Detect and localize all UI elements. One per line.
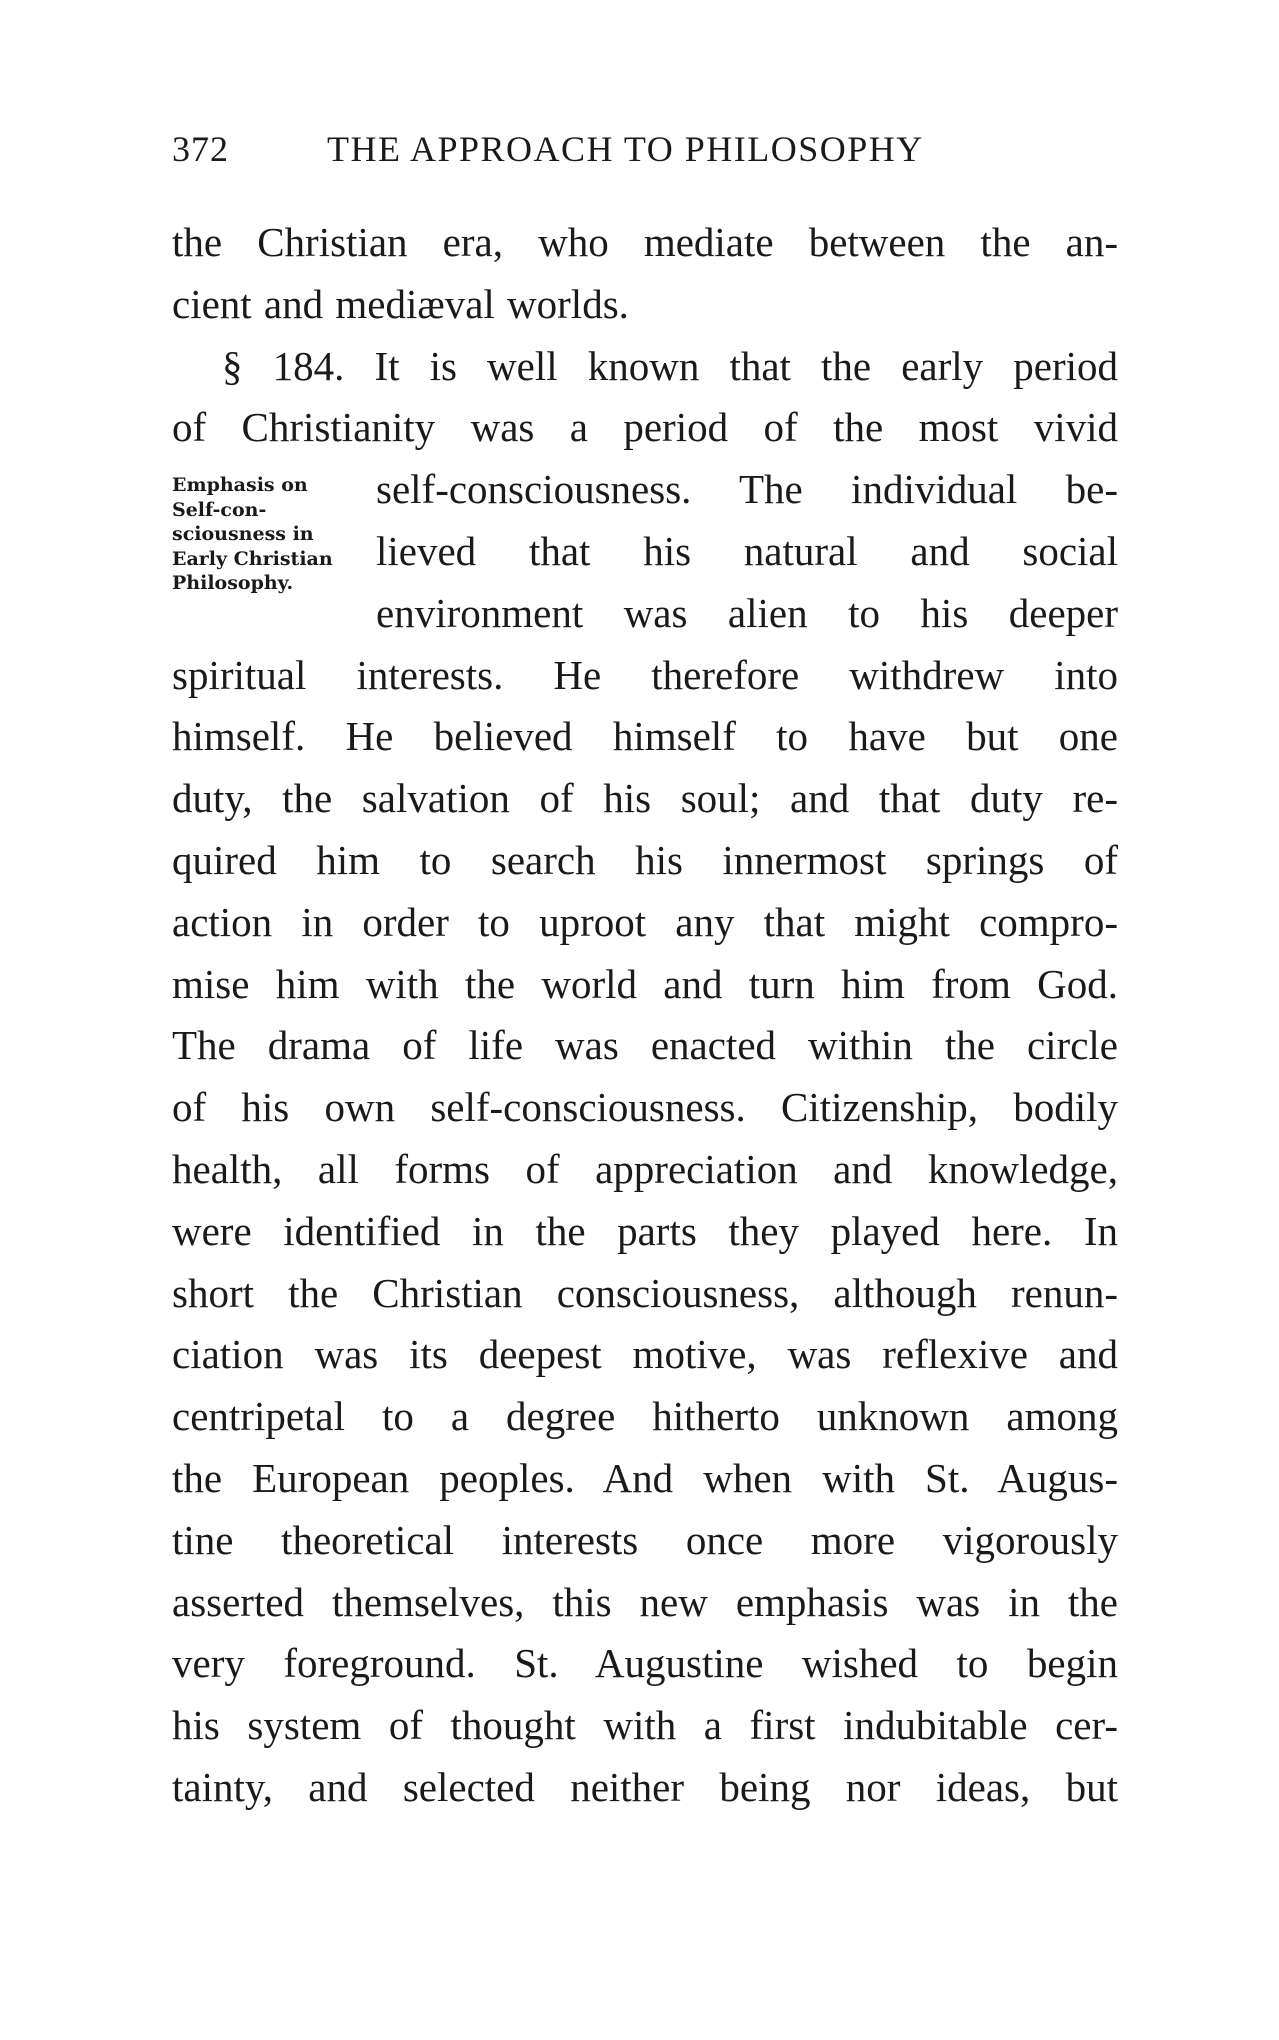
text-line: spiritual interests. He therefore withdrew into bbox=[172, 651, 1118, 698]
margin-note-line: Self-con- bbox=[172, 499, 267, 521]
margin-note-line: Philosophy. bbox=[172, 572, 294, 594]
page-number: 372 bbox=[172, 129, 229, 169]
text-line: ciation was its deepest motive, was reflexive and bbox=[172, 1331, 1118, 1378]
text-line: duty, the salvation of his soul; and that duty re- bbox=[172, 775, 1118, 822]
text-line: action in order to uproot any that might compro- bbox=[172, 898, 1118, 945]
text-line: very foreground. St. Augustine wished to begin bbox=[172, 1640, 1118, 1687]
text-line: tine theoretical interests once more vigorously bbox=[172, 1516, 1118, 1563]
text-line: the European peoples. And when with St. Augus- bbox=[172, 1454, 1118, 1501]
text-line: asserted themselves, this new emphasis was in the bbox=[172, 1578, 1118, 1625]
text-line: cient and mediæval worlds. bbox=[172, 280, 629, 327]
page-header bbox=[172, 128, 1132, 176]
text-line: health, all forms of appreciation and knowledge, bbox=[172, 1145, 1118, 1192]
body-text bbox=[172, 212, 1118, 1819]
text-line: of his own self-consciousness. Citizenship, bodily bbox=[172, 1084, 1118, 1131]
text-line: The drama of life was enacted within the circle bbox=[172, 1022, 1118, 1069]
margin-note-line: sciousness in bbox=[172, 523, 314, 545]
text-line: mise him with the world and turn him from God. bbox=[172, 960, 1118, 1007]
text-line: centripetal to a degree hitherto unknown among bbox=[172, 1393, 1118, 1440]
text-line: quired him to search his innermost springs of bbox=[172, 836, 1118, 883]
text-line: self-consciousness. The individual be- bbox=[376, 466, 1118, 513]
margin-note-line: Emphasis on bbox=[172, 474, 308, 496]
text-line: environment was alien to his deeper bbox=[376, 589, 1118, 636]
text-line: the Christian era, who mediate between the an- bbox=[172, 219, 1118, 265]
text-line: short the Christian consciousness, although renun- bbox=[172, 1269, 1118, 1316]
running-head: THE APPROACH TO PHILOSOPHY bbox=[327, 129, 924, 169]
text-line: were identified in the parts they played here. In bbox=[172, 1207, 1118, 1254]
text-line: himself. He believed himself to have but one bbox=[172, 713, 1118, 760]
text-line: his system of thought with a first indubitable cer- bbox=[172, 1702, 1118, 1749]
margin-note-line: Early Christian bbox=[172, 548, 333, 570]
paragraph-start-line: § 184. It is well known that the early period bbox=[222, 342, 1118, 389]
text-line: of Christianity was a period of the most vivid bbox=[172, 404, 1118, 451]
text-line: tainty, and selected neither being nor ideas, but bbox=[172, 1763, 1118, 1810]
text-line: lieved that his natural and social bbox=[376, 527, 1118, 574]
